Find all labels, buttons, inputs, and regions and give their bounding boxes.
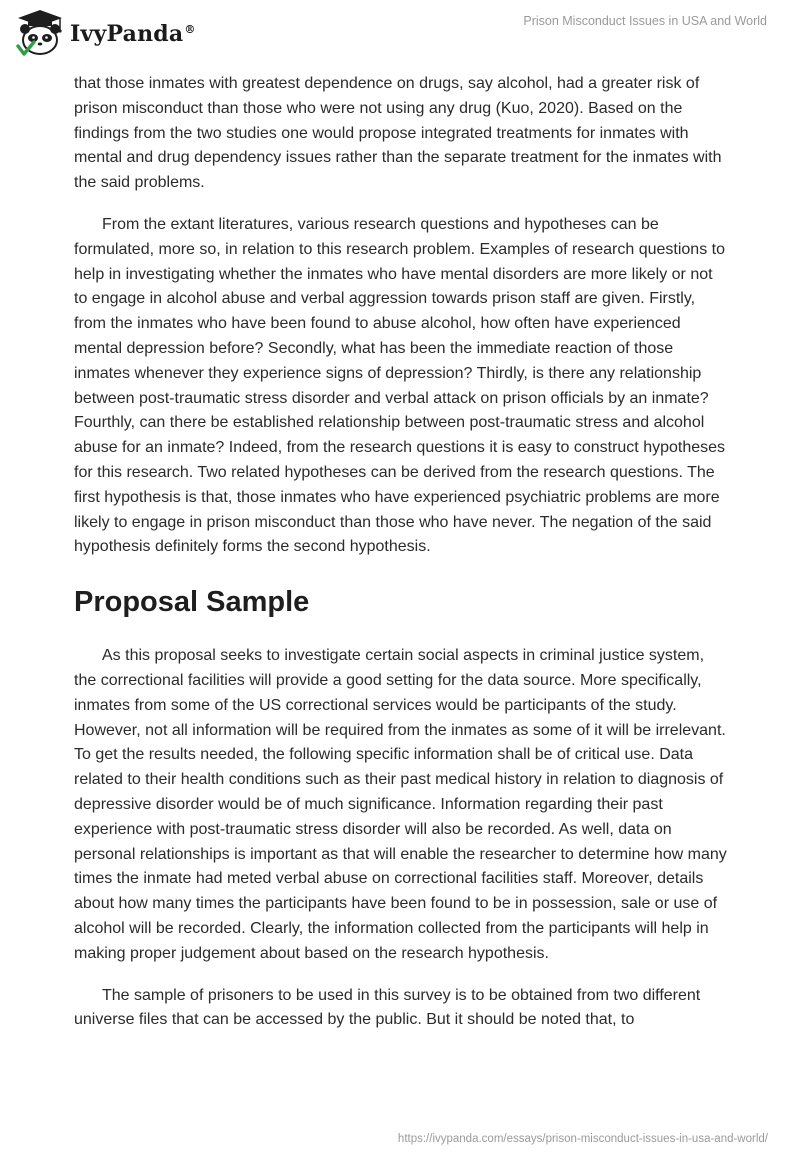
panda-graduate-icon [14,8,66,58]
body-paragraph: that those inmates with greatest dependence on drugs, say alcohol, had a greater risk of prison misconduct than those who were not using any drug (Kuo, 2020). Based on the findings from the two studies one would propose integrated treatments for inmates with mental and drug dependency issues rather than the separate treatment for the inmates with the said problems. [74,75,722,192]
essay-body [74,72,730,1033]
body-paragraph: The sample of prisoners to be used in this survey is to be obtained from two different universe files that can be accessed by the public. But it should be noted that, to [74,986,701,1029]
page-header [0,0,800,70]
document-title: Prison Misconduct Issues in USA and World [523,14,767,28]
logo-wordmark: IvyPanda® [70,21,196,47]
body-paragraph: From the extant literatures, various research questions and hypotheses can be formulated, more so, in relation to this research problem. Examples of research questions to help in investigating whether the inmates who have mental disorders are more likely or not to engage in alcohol abuse and verbal aggression towards prison staff are given. Firstly, from the inmates who have been found to abuse alcohol, how often have experienced mental depression before? Secondly, what has been the immediate reaction of those inmates whenever they experience signs of depression? Thirdly, is there any relationship between post-traumatic stress disorder and verbal attack on prison officials by an inmate? Fourthly, can there be established relationship between post-traumatic stress and alcohol abuse for an inmate? Indeed, from the research questions it is easy to construct hypotheses for this research. Two related hypotheses can be derived from the research questions. The first hypothesis is that, those inmates who have experienced psychiatric problems are more likely to engage in prison misconduct than those who have never. The negation of the said hypothesis definitely forms the second hypothesis. [74,215,726,556]
source-url[interactable]: https://ivypanda.com/essays/prison-misconduct-issues-in-usa-and-world/ [397,1133,768,1145]
section-heading: Proposal Sample [74,586,310,619]
body-paragraph: As this proposal seeks to investigate certain social aspects in criminal justice system, the correctional facilities will provide a good setting for the data source. More specifically, inmates from some of the US correctional services would be participants of the study. However, not all information will be required from the inmates as some of it will be irrelevant. To get the results needed, the following specific information shall be of critical use. Data related to their health conditions such as their past medical history in relation to diagnosis of depressive disorder would be of much significance. Information regarding their past experience with post-traumatic stress disorder will also be recorded. As well, data on personal relationships is important as that will enable the researcher to determine how many times the inmate had meted verbal abuse on correctional facilities staff. Moreover, details about how many times the participants have been found to be in possession, sale or use of alcohol will be recorded. Clearly, the information collected from the participants will help in making proper judgement about based on the research hypothesis. [74,647,727,962]
ivypanda-logo[interactable] [14,8,196,58]
